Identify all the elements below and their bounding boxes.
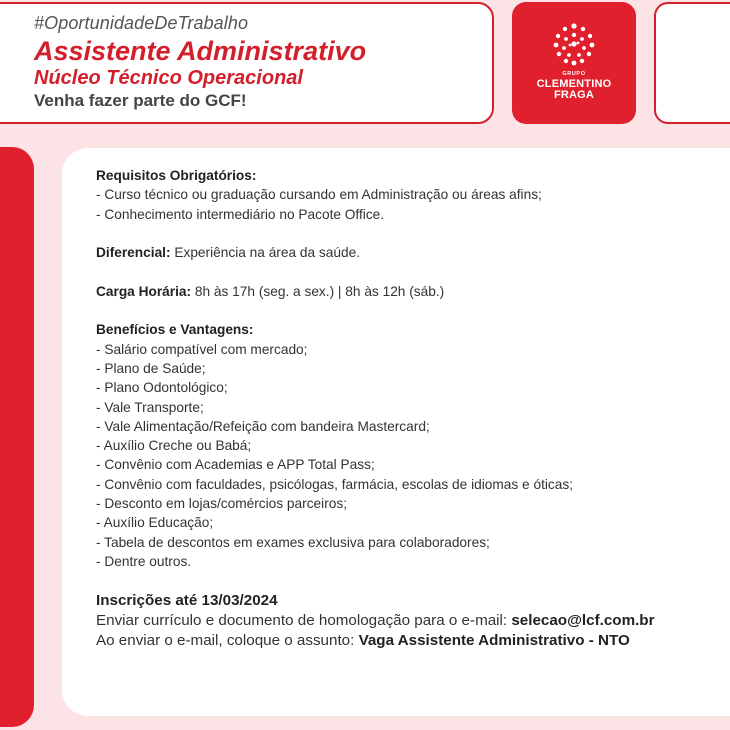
tagline: Venha fazer parte do GCF! [34, 91, 247, 110]
workload-label: Carga Horária: [96, 283, 192, 299]
company-logo [512, 2, 636, 124]
benefit-item: - Auxílio Educação; [96, 515, 214, 531]
job-details [96, 166, 716, 651]
logo-name-line2: FRAGA [553, 89, 595, 101]
unit-title: Núcleo Técnico Operacional [34, 67, 303, 89]
logo-small-text: GRUPO [562, 71, 586, 77]
email-subject: Vaga Assistente Administrativo - NTO [358, 631, 630, 649]
benefit-item: - Vale Alimentação/Refeição com bandeira Mastercard; [96, 418, 430, 434]
deadline: Inscrições até 13/03/2024 [96, 591, 278, 609]
subject-text: Ao enviar o e-mail, coloque o assunto: [96, 631, 359, 649]
differential-value: Experiência na área da saúde. [170, 245, 361, 261]
benefit-item: - Convênio com Academias e APP Total Pass; [96, 457, 375, 473]
hashtag: #OportunidadeDeTrabalho [34, 13, 249, 33]
requirements-heading: Requisitos Obrigatórios: [96, 168, 257, 183]
benefit-item: - Desconto em lojas/comércios parceiros; [96, 496, 348, 512]
workload [96, 282, 716, 301]
requirement-item: - Conhecimento intermediário no Pacote Office. [96, 206, 385, 222]
left-accent-bar [0, 147, 34, 727]
workload-value: 8h às 17h (seg. a sex.) | 8h às 12h (sáb.) [191, 283, 445, 299]
job-title: Assistente Administrativo [34, 36, 367, 66]
benefit-item: - Convênio com faculdades, psicólogas, farmácia, escolas de idiomas e óticas; [96, 476, 574, 492]
differential [96, 243, 716, 262]
logo-name-line1: CLEMENTINO [536, 78, 612, 90]
send-text: Enviar currículo e documento de homologação para o e-mail: [96, 611, 512, 629]
logo-name [512, 79, 636, 101]
dots-logo-icon [552, 22, 596, 66]
contact-email: selecao@lcf.com.br [511, 611, 655, 629]
benefit-item: - Dentre outros. [96, 553, 192, 569]
benefit-item: - Auxílio Creche ou Babá; [96, 438, 252, 454]
side-card [654, 2, 730, 124]
benefit-item: - Plano Odontológico; [96, 380, 228, 396]
benefit-item: - Vale Transporte; [96, 399, 204, 415]
benefit-item: - Tabela de descontos em exames exclusiva para colaboradores; [96, 534, 490, 550]
differential-label: Diferencial: [96, 245, 171, 261]
application-info [96, 591, 716, 651]
benefit-item: - Plano de Saúde; [96, 360, 206, 376]
requirement-item: - Curso técnico ou graduação cursando em Administração ou áreas afins; [96, 187, 542, 203]
subject-instructions [96, 631, 716, 651]
benefit-item: - Salário compatível com mercado; [96, 341, 308, 357]
benefits-heading: Benefícios e Vantagens: [96, 322, 254, 338]
send-instructions [96, 611, 716, 631]
